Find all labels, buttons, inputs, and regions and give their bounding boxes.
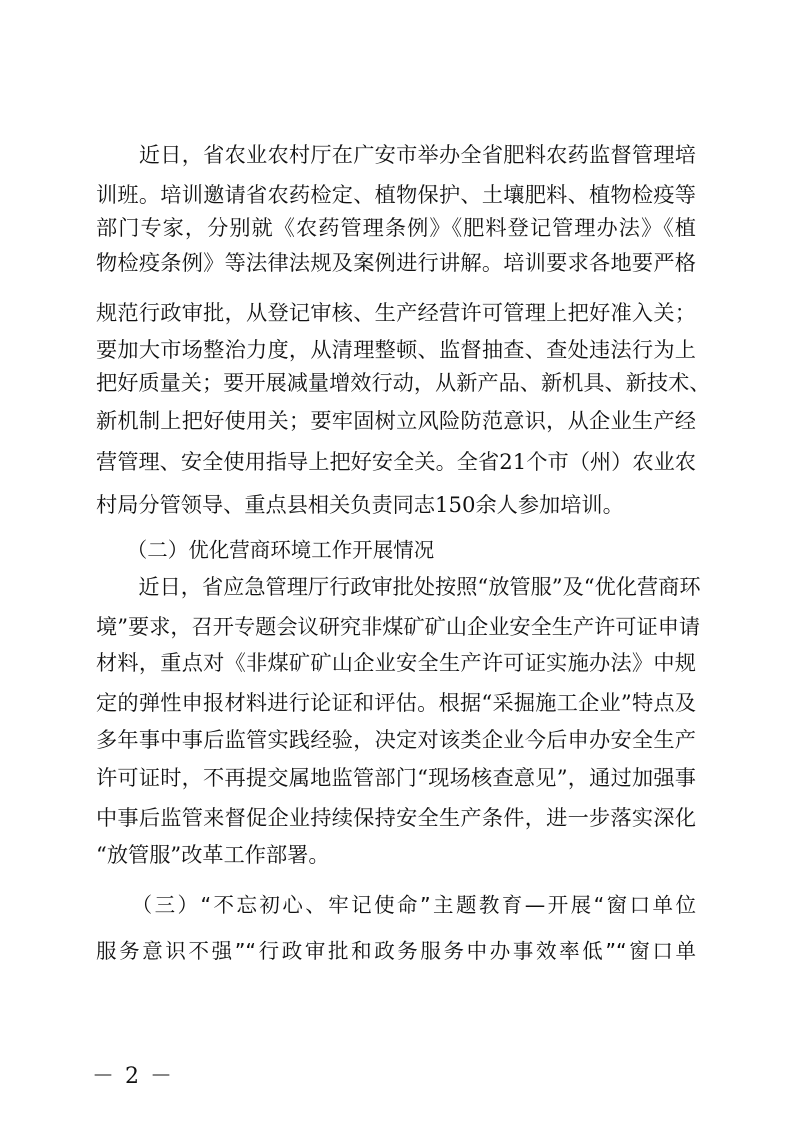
paragraph-1-line-7: 把好质量关；要开展减量增效行动，从新产品、新机具、新技术、 bbox=[96, 370, 711, 395]
paragraph-1-line-4: 物检疫条例》等法律法规及案例进行讲解。培训要求各地要严格 bbox=[96, 250, 696, 275]
section-heading-2: （二）优化营商环境工作开展情况 bbox=[96, 538, 435, 562]
paragraph-1-line-3: 部门专家，分别就《农药管理条例》《肥料登记管理办法》《植 bbox=[96, 215, 696, 240]
paragraph-1-line-1: 近日，省农业农村厅在广安市举办全省肥料农药监督管理培 bbox=[96, 142, 696, 167]
paragraph-1-line-8: 新机制上把好使用关；要牢固树立风险防范意识，从企业生产经 bbox=[96, 408, 696, 433]
paragraph-2-line-1: 近日，省应急管理厅行政审批处按照“放管服”及“优化营商环 bbox=[96, 574, 701, 599]
paragraph-2-line-8: “放管服”改革工作部署。 bbox=[96, 842, 330, 867]
paragraph-2-line-2: 境”要求，召开专题会议研究非煤矿矿山企业安全生产许可证申请 bbox=[96, 614, 701, 639]
section-heading-3-line-1: （三）“不忘初心、牢记使命”主题教育—开展“窗口单位 bbox=[96, 893, 696, 917]
section-heading-3-line-2: 服务意识不强”“行政审批和政务服务中办事效率低”“窗口单 bbox=[96, 939, 696, 963]
paragraph-1-line-2: 训班。培训邀请省农药检定、植物保护、土壤肥料、植物检疫等 bbox=[96, 182, 696, 207]
page-number: － 2 － bbox=[92, 1064, 174, 1089]
paragraph-1-line-10: 村局分管领导、重点县相关负责同志150余人参加培训。 bbox=[96, 492, 624, 517]
paragraph-2-line-3: 材料，重点对《非煤矿矿山企业安全生产许可证实施办法》中规 bbox=[96, 650, 696, 675]
paragraph-2-line-6: 许可证时，不再提交属地监管部门“现场核查意见”，通过加强事 bbox=[96, 765, 696, 790]
paragraph-1-line-9: 营管理、安全使用指导上把好安全关。全省21个市（州）农业农 bbox=[96, 449, 696, 474]
paragraph-1-line-5: 规范行政审批，从登记审核、生产经营许可管理上把好准入关； bbox=[96, 300, 696, 325]
paragraph-2-line-4: 定的弹性申报材料进行论证和评估。根据“采掘施工企业”特点及 bbox=[96, 690, 696, 715]
paragraph-2-line-7: 中事后监管来督促企业持续保持安全生产条件，进一步落实深化 bbox=[96, 805, 696, 830]
paragraph-2-line-5: 多年事中事后监管实践经验，决定对该类企业今后申办安全生产 bbox=[96, 727, 696, 752]
paragraph-1-line-6: 要加大市场整治力度，从清理整顿、监督抽查、查处违法行为上 bbox=[96, 337, 696, 362]
